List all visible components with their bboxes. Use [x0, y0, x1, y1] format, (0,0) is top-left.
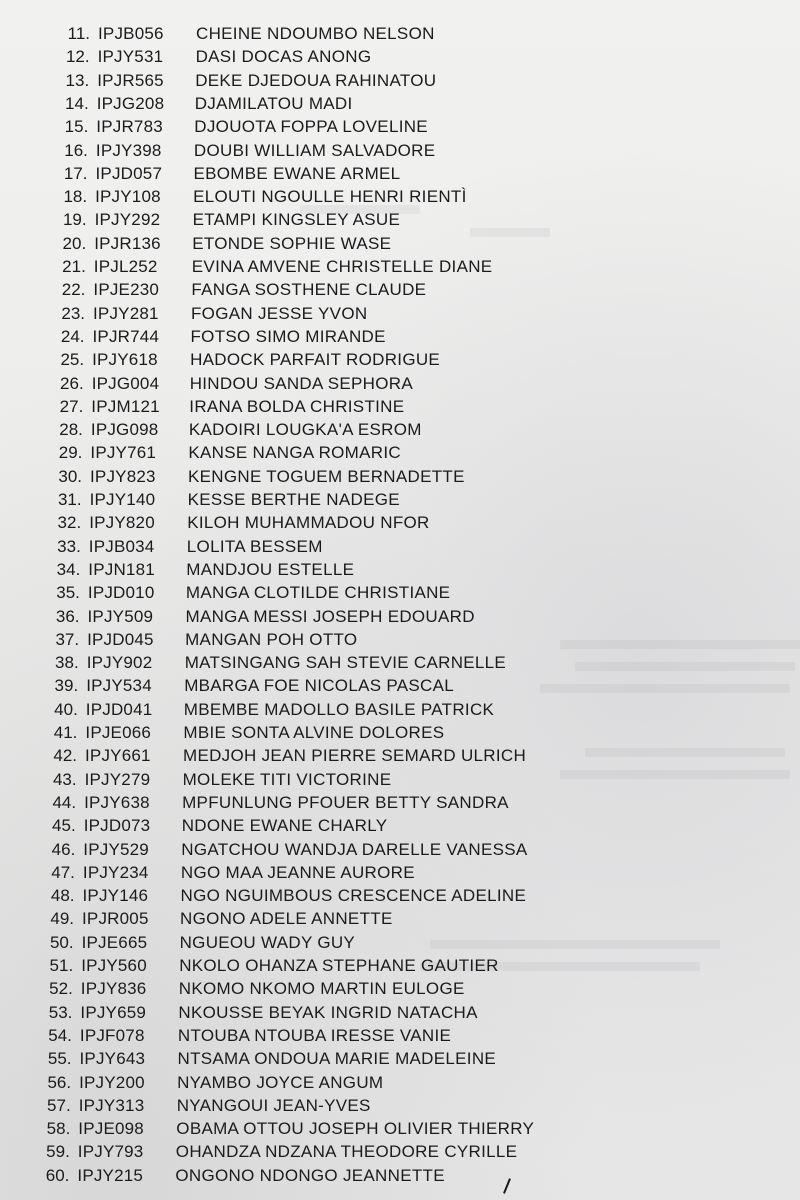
student-name: HADOCK PARFAIT RODRIGUE — [190, 350, 441, 370]
row-number: 42. — [53, 746, 77, 766]
list-item — [33, 1094, 733, 1117]
row-number: 36. — [55, 606, 80, 626]
list-item — [45, 418, 745, 441]
list-item — [36, 907, 736, 930]
matricule-code: IPJD057 — [95, 163, 163, 183]
student-name: KESSE BERTHE NADEGE — [187, 490, 400, 509]
list-item — [40, 698, 740, 721]
student-name: NTOUBA NTOUBA IRESSE VANIE — [177, 1025, 452, 1045]
row-number: 21. — [62, 257, 86, 276]
matricule-code: IPJY529 — [83, 839, 149, 859]
row-number: 32. — [57, 513, 82, 533]
matricule-code: IPJY793 — [77, 1142, 144, 1162]
student-name: MBEMBE MADOLLO BASILE PATRICK — [183, 699, 495, 719]
list-item — [42, 605, 742, 628]
row-number: 25. — [60, 350, 85, 370]
student-name: NYANGOUI JEAN-YVES — [176, 1095, 371, 1115]
list-item — [47, 278, 747, 301]
matricule-code: IPJY618 — [92, 350, 158, 370]
matricule-code: IPJR744 — [92, 326, 160, 346]
list-item — [44, 441, 744, 464]
matricule-code: IPJY234 — [82, 862, 149, 882]
student-name: DEKE DJEDOUA RAHINATOU — [195, 70, 437, 90]
matricule-code: IPJY200 — [79, 1072, 145, 1092]
row-number: 15. — [64, 117, 89, 137]
list-item — [41, 651, 741, 674]
matricule-code: IPJY659 — [80, 1002, 147, 1022]
matricule-code: IPJL252 — [93, 257, 158, 276]
list-item — [45, 395, 745, 418]
list-item — [38, 791, 738, 814]
student-name: OHANDZA NDZANA THEODORE CYRILLE — [175, 1142, 518, 1162]
student-name: NGONO ADELE ANNETTE — [180, 909, 393, 929]
student-name: NGO MAA JEANNE AURORE — [180, 862, 415, 882]
row-number: 60. — [45, 1165, 70, 1185]
list-item — [34, 1024, 734, 1047]
matricule-code: IPJY823 — [90, 466, 156, 486]
row-number: 19. — [62, 210, 87, 230]
student-name: FOGAN JESSE YVON — [191, 303, 368, 323]
row-number: 43. — [52, 769, 77, 789]
student-name: CHEINE NDOUMBO NELSON — [196, 24, 435, 43]
list-item — [50, 115, 750, 138]
student-name: DASI DOCAS ANONG — [195, 47, 372, 67]
student-name: IRANA BOLDA CHRISTINE — [189, 396, 405, 416]
student-name: DJOUOTA FOPPA LOVELINE — [194, 117, 428, 137]
student-name: NKOLO OHANZA STEPHANE GAUTIER — [179, 956, 499, 975]
student-name: NYAMBO JOYCE ANGUM — [177, 1072, 384, 1092]
student-name: KENGNE TOGUEM BERNADETTE — [188, 466, 465, 486]
list-item — [32, 1140, 732, 1163]
student-name: MANGAN POH OTTO — [185, 629, 358, 649]
row-number: 23. — [61, 303, 85, 323]
row-number: 37. — [55, 629, 80, 649]
list-item — [32, 1117, 732, 1140]
row-number: 34. — [56, 559, 81, 579]
list-item — [48, 255, 748, 278]
matricule-code: IPJY761 — [90, 443, 157, 463]
row-number: 51. — [49, 956, 74, 975]
matricule-code: IPJD045 — [87, 629, 154, 649]
matricule-code: IPJE066 — [85, 723, 152, 742]
student-name: MANGA MESSI JOSEPH EDOUARD — [185, 606, 475, 626]
student-name: NKOUSSE BEYAK INGRID NATACHA — [178, 1002, 478, 1022]
student-name: LOLITA BESSEM — [186, 536, 323, 556]
matricule-code: IPJR565 — [97, 70, 164, 90]
list-item — [43, 511, 743, 534]
list-item — [34, 1047, 734, 1070]
matricule-code: IPJG208 — [96, 93, 165, 113]
list-item — [49, 185, 749, 208]
row-number: 54. — [48, 1025, 72, 1045]
matricule-code: IPJN181 — [88, 559, 155, 579]
list-item — [47, 325, 747, 348]
row-number: 33. — [57, 536, 81, 556]
matricule-code: IPJY531 — [97, 47, 164, 67]
matricule-code: IPJY902 — [86, 653, 153, 673]
list-item — [34, 1001, 734, 1024]
row-number: 35. — [56, 583, 80, 603]
student-name: KILOH MUHAMMADOU NFOR — [187, 513, 430, 533]
row-number: 44. — [52, 792, 77, 812]
list-item — [44, 488, 744, 511]
row-number: 16. — [64, 140, 88, 160]
row-number: 14. — [65, 93, 89, 113]
list-item — [52, 22, 752, 45]
list-item — [37, 861, 737, 884]
matricule-code: IPJY279 — [84, 769, 151, 789]
row-number: 11. — [67, 24, 90, 43]
matricule-code: IPJY146 — [82, 886, 149, 906]
row-number: 30. — [58, 466, 82, 486]
row-number: 18. — [63, 187, 88, 207]
row-number: 28. — [59, 420, 83, 440]
row-number: 58. — [46, 1119, 71, 1139]
student-name: OBAMA OTTOU JOSEPH OLIVIER THIERRY — [176, 1119, 535, 1139]
list-item — [37, 838, 737, 861]
list-item — [31, 1164, 731, 1187]
row-number: 45. — [52, 816, 76, 836]
list-item — [46, 372, 746, 395]
list-item — [47, 302, 747, 325]
matricule-code: IPJY836 — [80, 979, 147, 999]
student-name: KANSE NANGA ROMARIC — [188, 443, 401, 463]
matricule-code: IPJB034 — [88, 536, 155, 556]
row-number: 52. — [49, 979, 73, 999]
student-name: DJAMILATOU MADI — [194, 93, 353, 113]
row-number: 46. — [51, 839, 76, 859]
student-name: EVINA AMVENE CHRISTELLE DIANE — [191, 257, 493, 276]
student-name: MANDJOU ESTELLE — [186, 559, 355, 579]
student-name: MATSINGANG SAH STEVIE CARNELLE — [184, 653, 507, 673]
student-name: MANGA CLOTILDE CHRISTIANE — [185, 583, 451, 603]
student-name: NGO NGUIMBOUS CRESCENCE ADELINE — [180, 886, 527, 906]
student-name: ELOUTI NGOULLE HENRI RIENTÌ — [193, 187, 467, 207]
list-item — [50, 139, 750, 162]
row-number: 38. — [55, 653, 79, 673]
list-item — [36, 931, 736, 954]
student-name: FANGA SOSTHENE CLAUDE — [191, 280, 427, 300]
list-item — [41, 628, 741, 651]
row-number: 40. — [54, 699, 78, 719]
row-number: 59. — [46, 1142, 70, 1162]
list-item — [38, 814, 738, 837]
list-item — [39, 744, 739, 767]
student-name: NTSAMA ONDOUA MARIE MADELEINE — [177, 1049, 497, 1069]
matricule-code: IPJR136 — [94, 233, 161, 253]
list-item — [52, 45, 752, 68]
matricule-code: IPJY108 — [95, 187, 161, 207]
matricule-code: IPJY820 — [89, 513, 155, 533]
list-item — [39, 721, 739, 744]
matricule-code: IPJD041 — [85, 699, 153, 719]
student-name: NGUEOU WADY GUY — [179, 932, 356, 952]
row-number: 29. — [58, 443, 83, 463]
matricule-code: IPJY560 — [81, 956, 147, 975]
student-name: MOLEKE TITI VICTORINE — [182, 769, 392, 789]
matricule-code: IPJY643 — [79, 1049, 146, 1069]
matricule-code: IPJE665 — [81, 932, 148, 952]
matricule-code: IPJF078 — [79, 1025, 145, 1045]
matricule-code: IPJY313 — [78, 1095, 145, 1115]
list-item — [44, 465, 744, 488]
row-number: 56. — [47, 1072, 72, 1092]
list-item — [43, 535, 743, 558]
student-name: NGATCHOU WANDJA DARELLE VANESSA — [181, 839, 528, 859]
row-number: 12. — [65, 47, 90, 67]
list-item — [48, 232, 748, 255]
list-item — [46, 348, 746, 371]
matricule-code: IPJM121 — [91, 396, 160, 416]
matricule-code: IPJG004 — [91, 373, 160, 393]
matricule-code: IPJY509 — [87, 606, 154, 626]
matricule-code: IPJE098 — [78, 1119, 144, 1139]
student-name: DOUBI WILLIAM SALVADORE — [193, 140, 436, 160]
student-name: ONGONO NDONGO JEANNETTE — [175, 1165, 445, 1185]
student-name: MEDJOH JEAN PIERRE SEMARD ULRICH — [183, 746, 527, 766]
matricule-code: IPJB056 — [98, 24, 164, 43]
row-number: 27. — [59, 396, 84, 416]
student-name: HINDOU SANDA SEPHORA — [189, 373, 413, 393]
matricule-code: IPJY140 — [89, 490, 156, 509]
row-number: 55. — [47, 1049, 72, 1069]
list-item — [40, 674, 740, 697]
student-name: ETAMPI KINGSLEY ASUE — [192, 210, 401, 230]
matricule-code: IPJY398 — [95, 140, 162, 160]
student-name: KADOIRI LOUGKA'A ESROM — [188, 420, 422, 440]
student-name: MBIE SONTA ALVINE DOLORES — [183, 723, 445, 742]
matricule-code: IPJY281 — [93, 303, 159, 323]
list-item — [35, 977, 735, 1000]
matricule-code: IPJE230 — [93, 280, 160, 300]
matricule-code: IPJY661 — [85, 746, 151, 766]
list-item — [49, 208, 749, 231]
student-name: MPFUNLUNG PFOUER BETTY SANDRA — [182, 792, 509, 812]
matricule-code: IPJD010 — [87, 583, 155, 603]
student-name: EBOMBE EWANE ARMEL — [193, 163, 401, 183]
matricule-code: IPJR783 — [96, 117, 163, 137]
row-number: 49. — [50, 909, 74, 929]
list-item — [51, 69, 751, 92]
list-item — [33, 1071, 733, 1094]
row-number: 26. — [60, 373, 84, 393]
list-item — [42, 581, 742, 604]
student-name: FOTSO SIMO MIRANDE — [190, 326, 386, 346]
row-number: 31. — [57, 490, 82, 509]
matricule-code: IPJY292 — [94, 210, 161, 230]
row-number: 17. — [63, 163, 88, 183]
list-item — [37, 884, 737, 907]
list-item — [50, 162, 750, 185]
list-item — [39, 768, 739, 791]
matricule-code: IPJY215 — [77, 1165, 144, 1185]
list-item — [35, 954, 735, 977]
row-number: 48. — [50, 886, 75, 906]
matricule-code: IPJD073 — [83, 816, 151, 836]
row-number: 20. — [62, 233, 87, 253]
matricule-code: IPJY534 — [86, 676, 152, 696]
student-name: MBARGA FOE NICOLAS PASCAL — [184, 676, 455, 696]
list-item — [51, 92, 751, 115]
row-number: 22. — [61, 280, 86, 300]
row-number: 24. — [60, 326, 85, 346]
matricule-code: IPJR005 — [82, 909, 149, 929]
row-number: 50. — [49, 932, 74, 952]
list-item — [42, 558, 742, 581]
row-number: 47. — [51, 862, 75, 882]
matricule-code: IPJY638 — [84, 792, 150, 812]
row-number: 53. — [48, 1002, 73, 1022]
row-number: 39. — [54, 676, 79, 696]
row-number: 41. — [53, 723, 78, 742]
row-number: 13. — [65, 70, 90, 90]
student-name: NDONE EWANE CHARLY — [181, 816, 388, 836]
student-name: NKOMO NKOMO MARTIN EULOGE — [178, 979, 465, 999]
student-name: ETONDE SOPHIE WASE — [192, 233, 392, 253]
row-number: 57. — [47, 1095, 71, 1115]
matricule-code: IPJG098 — [90, 420, 159, 440]
